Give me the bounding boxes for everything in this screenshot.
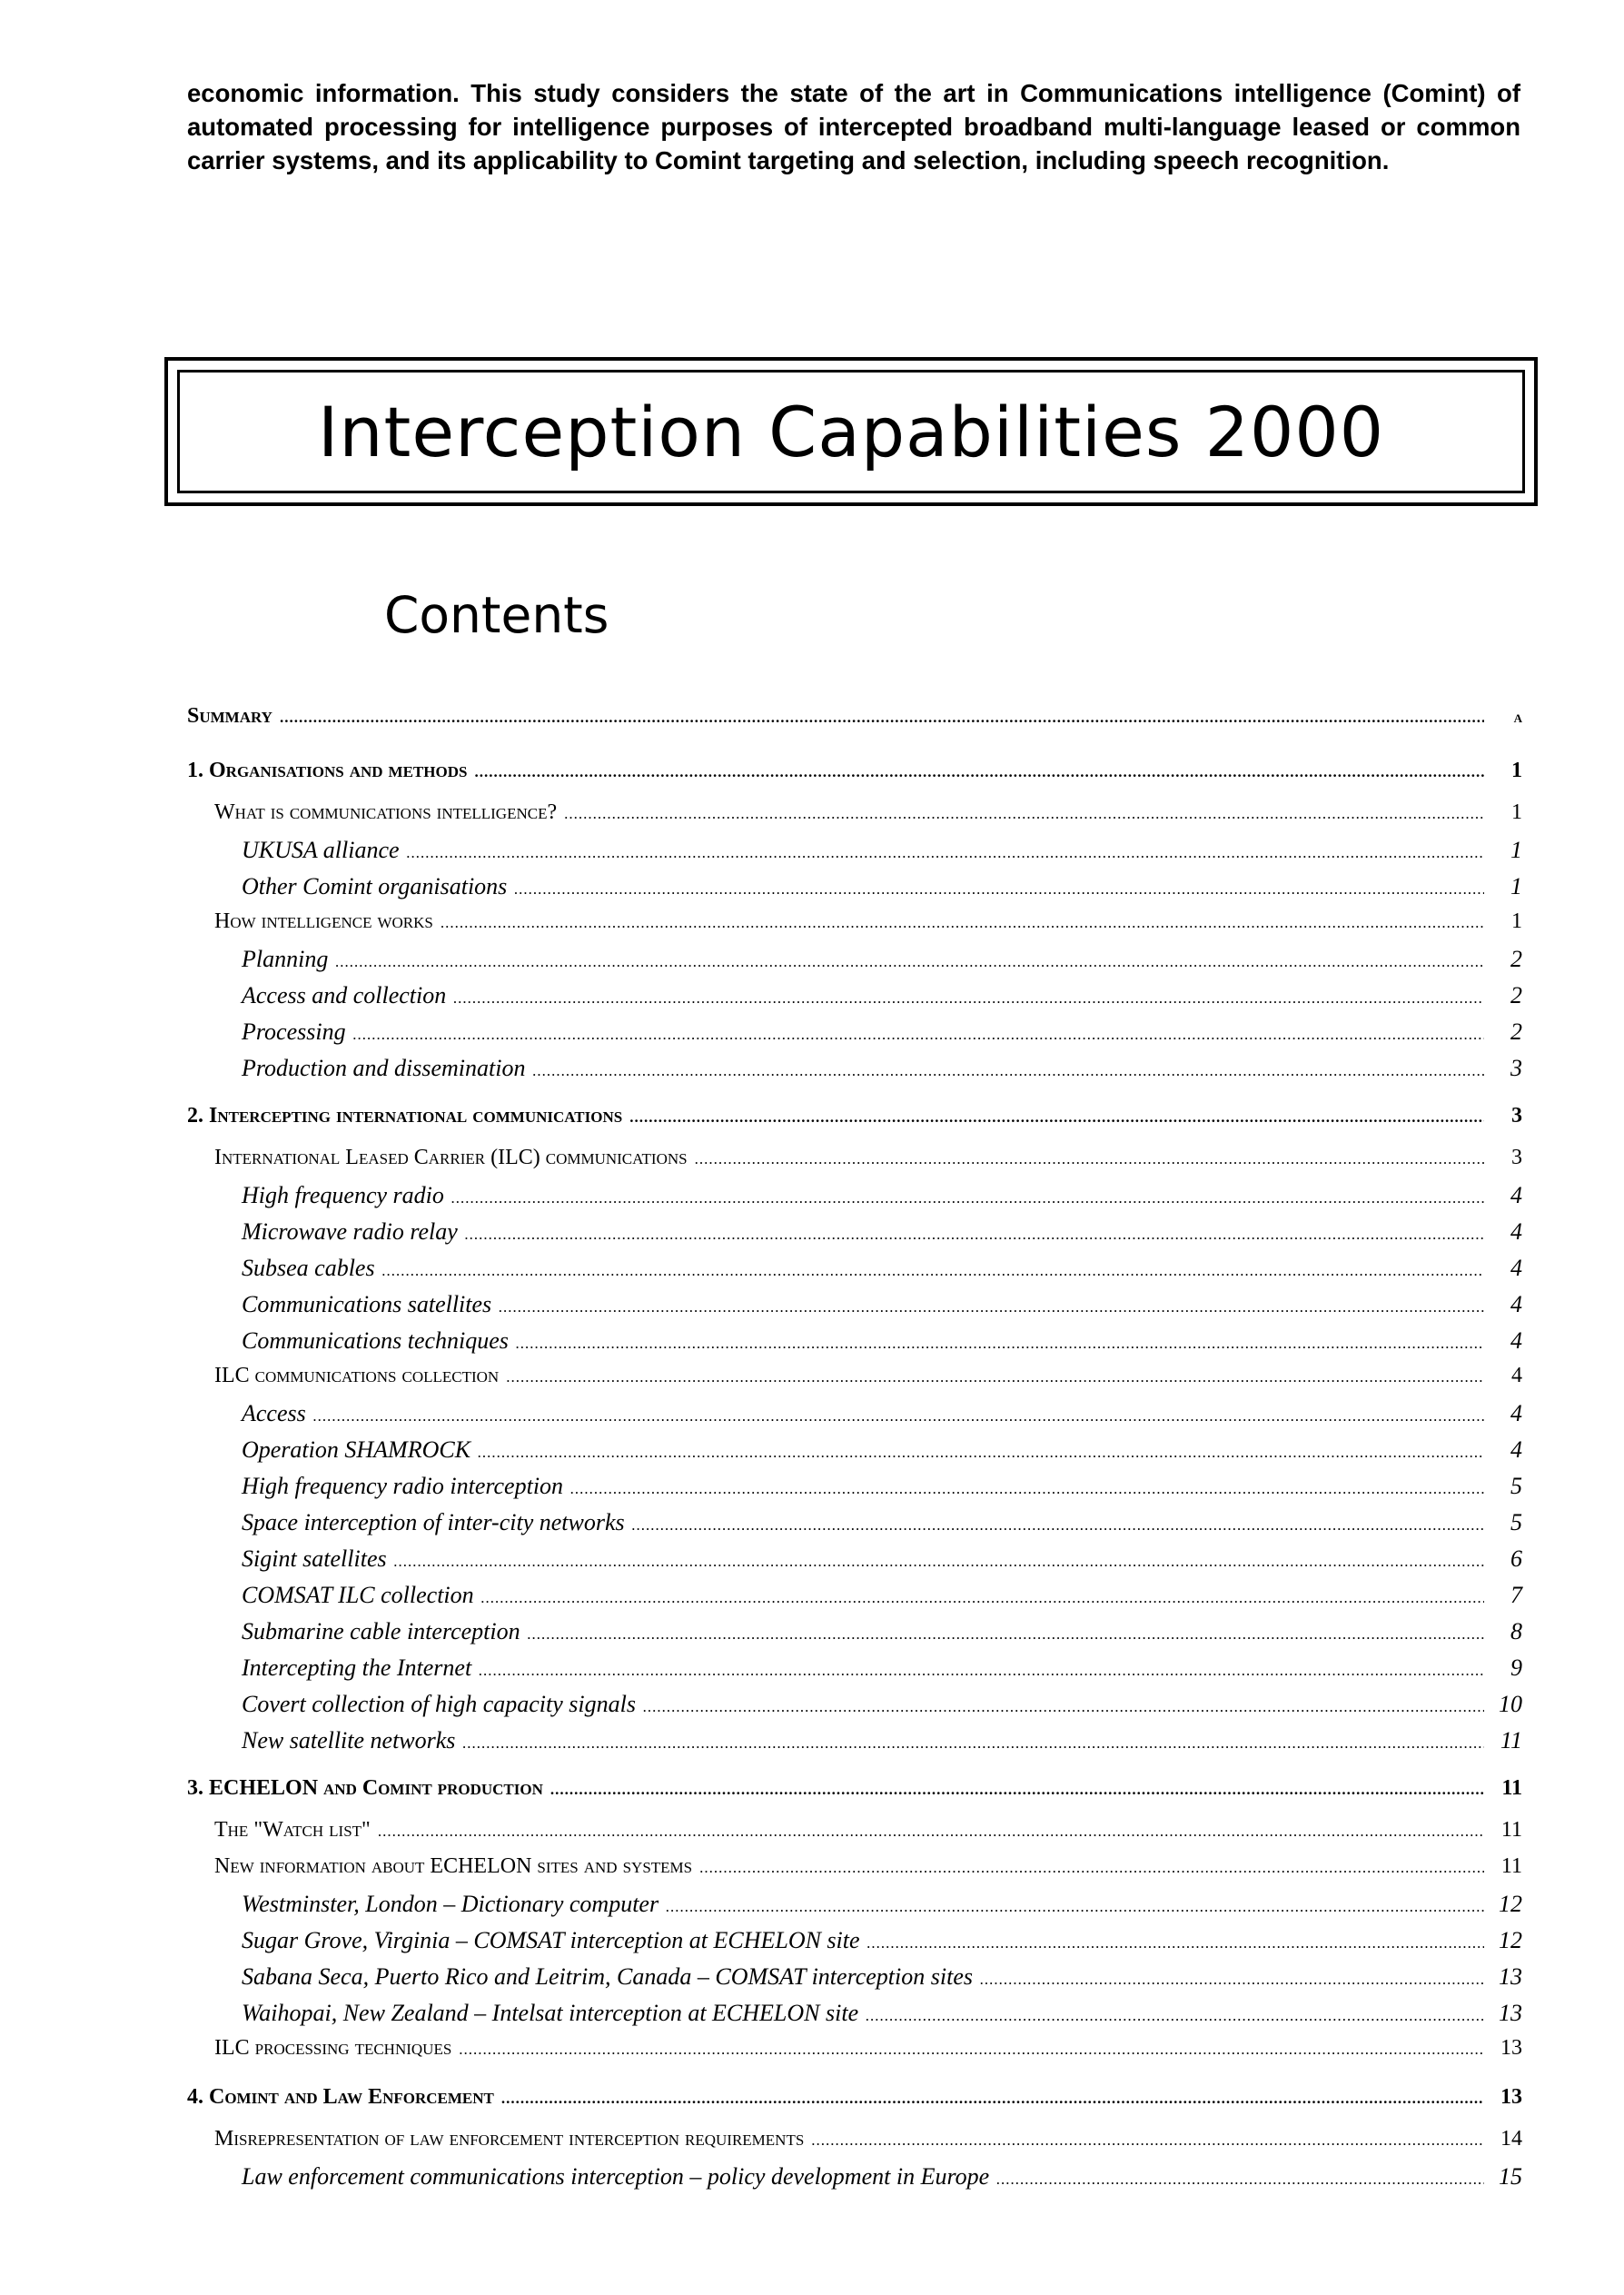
toc-section[interactable] [187,1818,1522,1854]
toc-entry-label: Sigint satellites [242,1545,387,1572]
toc-section[interactable] [187,2127,1522,2163]
toc-entry-label: Operation SHAMROCK [242,1436,471,1463]
dot-leader [996,2171,1484,2189]
toc-page-number: 11 [1500,1854,1522,1878]
toc-subsection[interactable] [187,946,1522,982]
dot-leader [516,1335,1484,1353]
toc-subsection[interactable] [187,1436,1522,1473]
toc-entry-label: New information about ECHELON sites and systems [214,1854,693,1878]
toc-section[interactable] [187,800,1522,837]
toc-chapter[interactable] [187,704,1522,746]
toc-section[interactable] [187,909,1522,946]
toc-entry-label: The "Watch list" [214,1818,371,1842]
toc-subsection[interactable] [187,1255,1522,1291]
toc-entry-label: Law enforcement communications interception – policy development in Europe [242,2163,990,2190]
title-box [164,357,1538,506]
dot-leader [441,914,1484,932]
dot-leader [643,1698,1484,1716]
toc-entry-label: Waihopai, New Zealand – Intelsat interception at ECHELON site [242,2000,859,2026]
toc-page-number: 1 [1510,873,1522,899]
toc-page-number: 11 [1500,1727,1522,1754]
toc-entry-label: Sugar Grove, Virginia – COMSAT interception at ECHELON site [242,1927,860,1953]
toc-subsection[interactable] [187,1891,1522,1927]
dot-leader [866,2007,1484,2025]
dot-leader [514,880,1484,899]
toc-page-number: 13 [1499,1963,1522,1990]
toc-page-number: 12 [1499,1891,1522,1917]
toc-subsection[interactable] [187,1927,1522,1963]
dot-leader [335,953,1484,971]
dot-leader [550,1781,1484,1799]
toc-subsection[interactable] [187,1291,1522,1327]
toc-entry-label: Communications techniques [242,1327,509,1354]
toc-entry-label: High frequency radio interception [242,1473,564,1499]
toc-page-number: 3 [1511,1104,1522,1128]
toc-entry-label: High frequency radio [242,1182,444,1208]
dot-leader [465,1226,1484,1244]
dot-leader [451,1189,1484,1207]
toc-page-number: 4 [1510,1218,1522,1245]
toc-chapter[interactable] [187,1104,1522,1146]
toc-chapter[interactable] [187,1776,1522,1818]
toc-entry-label: 3. ECHELON and Comint production [187,1776,543,1800]
toc-page-number: 13 [1499,2000,1522,2026]
toc-entry-label: Processing [242,1018,346,1045]
toc-page-number: 11 [1501,1776,1522,1800]
toc-subsection[interactable] [187,1327,1522,1364]
toc-entry-label: COMSAT ILC collection [242,1582,474,1608]
dot-leader [528,1625,1484,1644]
toc-entry-label: ILC communications collection [214,1364,500,1387]
toc-entry-label: International Leased Carrier (ILC) communications [214,1146,688,1169]
toc-subsection[interactable] [187,837,1522,873]
dot-leader [459,2041,1484,2059]
dot-leader [499,1298,1484,1316]
toc-entry-label: Sabana Seca, Puerto Rico and Leitrim, Canada – COMSAT interception sites [242,1963,973,1990]
dot-leader [378,1823,1484,1841]
toc-page-number: 1 [1511,800,1522,824]
toc-entry-label: What is communications intelligence? [214,800,558,824]
toc-entry-label: 4. Comint and Law Enforcement [187,2085,494,2109]
toc-subsection[interactable] [187,1018,1522,1055]
toc-subsection[interactable] [187,1182,1522,1218]
dot-leader [479,1662,1484,1680]
toc-subsection[interactable] [187,1545,1522,1582]
dot-leader [632,1516,1484,1535]
toc-subsection[interactable] [187,1654,1522,1691]
toc-page-number: 7 [1510,1582,1522,1608]
toc-page-number: 2 [1510,982,1522,1008]
toc-entry-label: Planning [242,946,329,972]
toc-page-number: 4 [1510,1400,1522,1426]
toc-subsection[interactable] [187,982,1522,1018]
toc-subsection[interactable] [187,1727,1522,1763]
toc-subsection[interactable] [187,1618,1522,1654]
toc-entry-label: 2. Intercepting international communications [187,1104,623,1128]
toc-page-number: 6 [1510,1545,1522,1572]
toc-page-number: a [1513,708,1522,726]
toc-entry-label: 1. Organisations and methods [187,759,468,782]
toc-section[interactable] [187,1364,1522,1400]
toc-entry-label: Covert collection of high capacity signals [242,1691,636,1717]
toc-page-number: 13 [1500,2085,1522,2109]
toc-entry-label: ILC processing techniques [214,2036,452,2060]
toc-page-number: 4 [1510,1182,1522,1208]
dot-leader [980,1971,1484,1989]
toc-page-number: 5 [1510,1473,1522,1499]
dot-leader [501,2090,1484,2108]
toc-subsection[interactable] [187,1582,1522,1618]
dot-leader [532,1062,1484,1080]
toc-section[interactable] [187,1146,1522,1182]
toc-entry-label: New satellite networks [242,1727,456,1754]
toc-page-number: 4 [1510,1255,1522,1281]
toc-subsection[interactable] [187,2163,1522,2200]
dot-leader [453,989,1484,1008]
toc-subsection[interactable] [187,873,1522,909]
toc-page-number: 8 [1510,1618,1522,1644]
toc-entry-label: Access [242,1400,306,1426]
toc-page-number: 1 [1510,837,1522,863]
toc-page-number: 2 [1510,946,1522,972]
contents-heading: Contents [384,586,609,644]
toc-page-number: 1 [1511,909,1522,933]
table-of-contents [187,704,1522,2200]
toc-entry-label: Communications satellites [242,1291,492,1317]
toc-page-number: 3 [1510,1055,1522,1081]
toc-entry-label: Misrepresentation of law enforcement interception requirements [214,2127,805,2151]
toc-subsection[interactable] [187,1218,1522,1255]
toc-section[interactable] [187,1854,1522,1891]
toc-page-number: 5 [1510,1509,1522,1535]
toc-page-number: 1 [1511,759,1522,782]
dot-leader [407,844,1484,862]
dot-leader [481,1589,1484,1607]
toc-page-number: 9 [1510,1654,1522,1681]
toc-entry-label: Summary [187,704,272,728]
toc-section[interactable] [187,2036,1522,2072]
toc-page-number: 2 [1510,1018,1522,1045]
toc-subsection[interactable] [187,1055,1522,1091]
toc-entry-label: Other Comint organisations [242,873,508,899]
dot-leader [564,805,1484,823]
intro-paragraph: economic information. This study considers the state of the art in Communications intelligence (Comint) of automated processing for intelligence purposes of intercepted broadband multi-language leased or common carrier systems, and its applicability to Comint targeting and selection, including speech recognition. [187,79,1520,174]
dot-leader [462,1734,1484,1753]
dot-leader [313,1407,1484,1426]
toc-page-number: 12 [1499,1927,1522,1953]
toc-subsection[interactable] [187,2000,1522,2036]
dot-leader [506,1368,1484,1386]
toc-entry-label: Westminster, London – Dictionary computer [242,1891,659,1917]
toc-chapter[interactable] [187,2085,1522,2127]
document-title: Interception Capabilities 2000 [317,391,1385,472]
toc-subsection[interactable] [187,1963,1522,2000]
toc-entry-label: Submarine cable interception [242,1618,520,1644]
toc-subsection[interactable] [187,1509,1522,1545]
toc-subsection[interactable] [187,1691,1522,1727]
title-box-inner [177,370,1525,493]
toc-page-number: 4 [1510,1436,1522,1463]
dot-leader [478,1444,1484,1462]
toc-page-number: 14 [1500,2127,1522,2151]
toc-entry-label: Subsea cables [242,1255,375,1281]
toc-page-number: 15 [1499,2163,1522,2190]
toc-page-number: 4 [1510,1291,1522,1317]
toc-entry-label: Intercepting the Internet [242,1654,472,1681]
toc-entry-label: Microwave radio relay [242,1218,458,1245]
dot-leader [699,1859,1484,1877]
toc-subsection[interactable] [187,1473,1522,1509]
dot-leader [382,1262,1484,1280]
toc-entry-label: How intelligence works [214,909,433,933]
toc-subsection[interactable] [187,1400,1522,1436]
dot-leader [695,1150,1484,1168]
toc-entry-label: Space interception of inter-city networks [242,1509,625,1535]
toc-entry-label: Production and dissemination [242,1055,526,1081]
toc-page-number: 10 [1499,1691,1522,1717]
toc-page-number: 13 [1500,2036,1522,2060]
toc-entry-label: UKUSA alliance [242,837,400,863]
dot-leader [867,1934,1484,1952]
dot-leader [474,763,1484,781]
toc-entry-label: Access and collection [242,982,447,1008]
toc-page-number: 3 [1511,1146,1522,1169]
dot-leader [394,1553,1484,1571]
dot-leader [666,1898,1484,1916]
dot-leader [811,2131,1484,2150]
toc-page-number: 11 [1500,1818,1522,1842]
toc-page-number: 4 [1510,1327,1522,1354]
toc-chapter[interactable] [187,759,1522,800]
dot-leader [280,709,1484,727]
dot-leader [629,1108,1484,1127]
toc-page-number: 4 [1511,1364,1522,1387]
dot-leader [570,1480,1484,1498]
dot-leader [353,1026,1484,1044]
